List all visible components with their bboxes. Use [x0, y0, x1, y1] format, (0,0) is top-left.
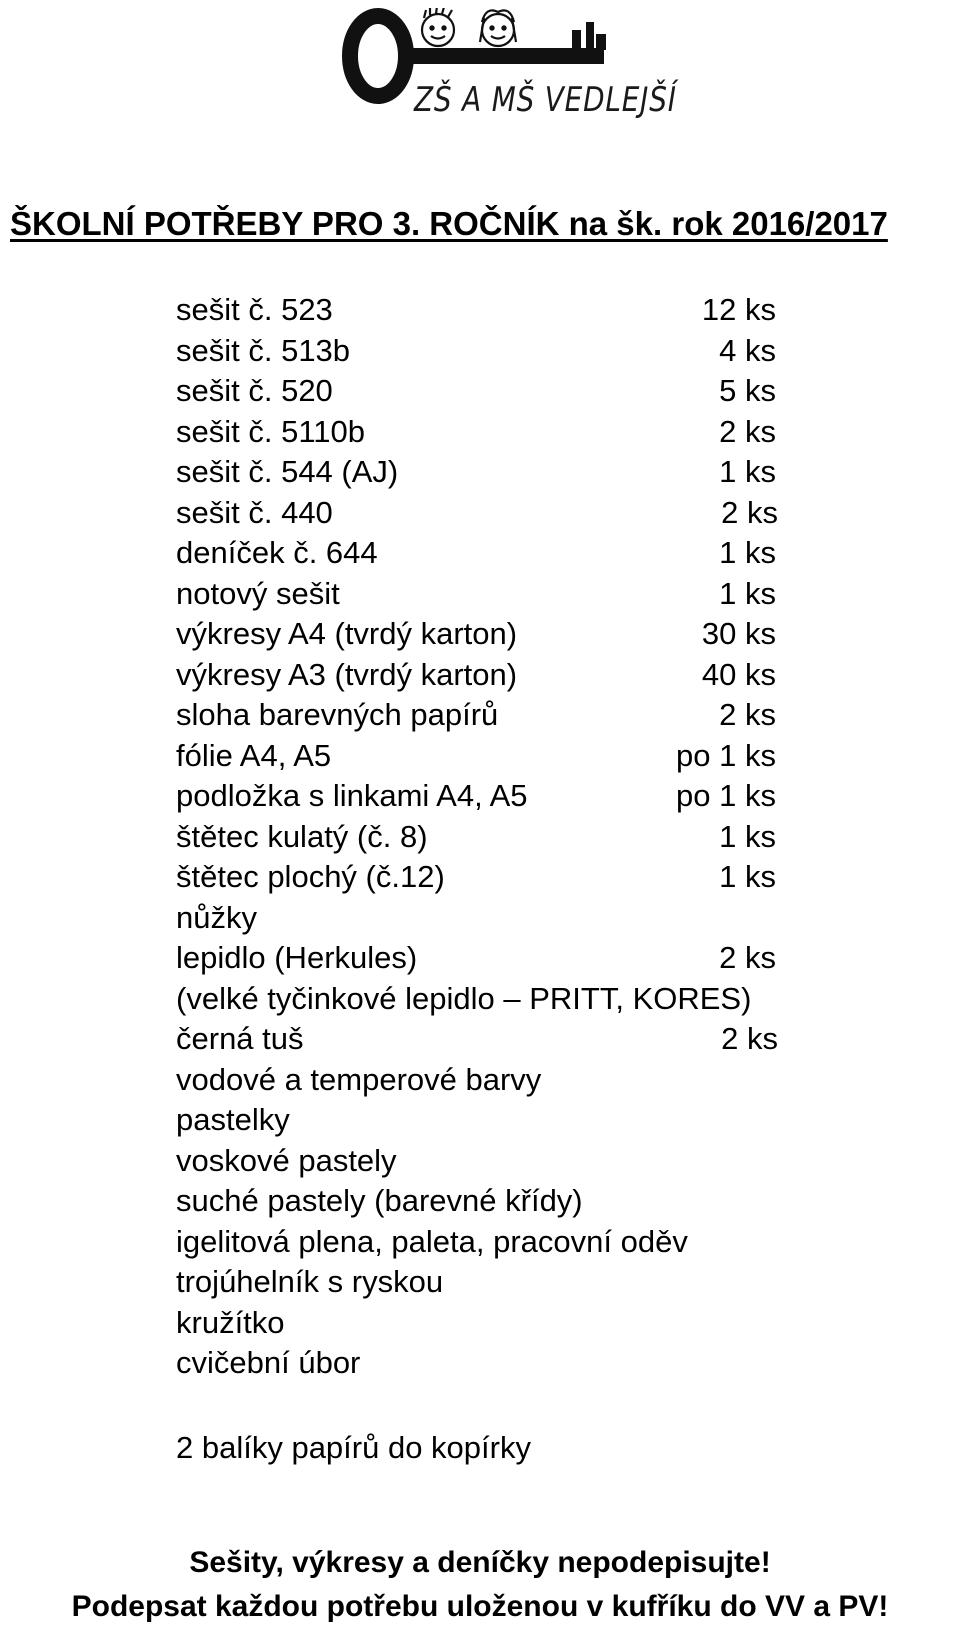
list-item	[176, 655, 876, 696]
item-quantity: 2 ks	[721, 494, 778, 530]
list-item	[176, 412, 876, 453]
list-item	[176, 979, 876, 1020]
child-face-icon	[480, 10, 516, 46]
list-item	[176, 898, 876, 939]
list-item	[176, 776, 876, 817]
item-name: kružítko	[176, 1304, 285, 1340]
item-name: sešit č. 523	[176, 292, 333, 327]
list-item	[176, 614, 876, 655]
item-name: sešit č. 440	[176, 494, 333, 530]
list-item	[176, 1222, 876, 1263]
item-quantity: 5 ks	[719, 373, 776, 408]
key-shaft	[404, 48, 604, 64]
item-quantity: 12 ks	[701, 292, 776, 327]
item-name: štětec plochý (č.12)	[176, 859, 445, 894]
list-item	[176, 1060, 876, 1101]
logo-text: ZŠ A MŠ VEDLEJŠÍ	[414, 80, 677, 120]
item-name: výkresy A3 (tvrdý karton)	[176, 656, 518, 692]
item-name: cvičební úbor	[176, 1345, 361, 1380]
item-name: podložka s linkami A4, A5	[176, 778, 528, 813]
footer-note-2: Podepsat každou potřebu uloženou v kufříku do VV a PV!	[71, 1590, 889, 1623]
item-quantity: 1 ks	[719, 859, 776, 894]
list-item	[176, 1262, 876, 1303]
item-name: výkresy A4 (tvrdý karton)	[176, 616, 518, 651]
extra-note: 2 balíky papírů do kopírky	[176, 1430, 531, 1465]
item-quantity: 2 ks	[719, 940, 776, 975]
list-item	[176, 736, 876, 777]
item-quantity: 1 ks	[719, 575, 776, 611]
key-ring-icon	[350, 16, 406, 96]
list-item	[176, 1141, 876, 1182]
list-item	[176, 857, 876, 898]
item-name: černá tuš	[176, 1021, 304, 1056]
list-item	[176, 938, 876, 979]
item-quantity: po 1 ks	[676, 778, 776, 813]
list-item	[176, 1100, 876, 1141]
item-name: igelitová plena, paleta, pracovní oděv	[176, 1223, 688, 1259]
item-name: fólie A4, A5	[176, 737, 332, 773]
list-item	[176, 452, 876, 493]
list-item	[176, 695, 876, 736]
item-quantity: 4 ks	[719, 332, 776, 368]
item-quantity: 2 ks	[719, 413, 776, 449]
item-quantity: 1 ks	[719, 535, 776, 570]
page-title: ŠKOLNÍ POTŘEBY PRO 3. ROČNÍK na šk. rok 2016/2017	[10, 205, 888, 242]
list-item	[176, 290, 876, 331]
list-item	[176, 1343, 876, 1384]
list-item	[176, 574, 876, 615]
item-name: (velké tyčinkové lepidlo – PRITT, KORES)	[176, 980, 752, 1016]
item-name: sloha barevných papírů	[176, 697, 499, 732]
item-quantity: 2 ks	[719, 697, 776, 732]
list-item	[176, 1181, 876, 1222]
list-item	[176, 493, 876, 534]
supply-list	[176, 290, 876, 1384]
footer-note-1: Sešity, výkresy a deníčky nepodepisujte!	[189, 1546, 771, 1579]
item-name: sešit č. 544 (AJ)	[176, 454, 399, 489]
item-name: nůžky	[176, 899, 257, 935]
item-name: sešit č. 520	[176, 373, 333, 408]
item-name: trojúhelník s ryskou	[176, 1264, 444, 1299]
item-quantity: 40 ks	[701, 656, 776, 692]
list-item	[176, 1019, 876, 1060]
item-quantity: 1 ks	[719, 454, 776, 489]
item-name: pastelky	[176, 1102, 290, 1137]
item-name: vodové a temperové barvy	[176, 1061, 542, 1097]
list-item	[176, 533, 876, 574]
item-name: deníček č. 644	[176, 535, 378, 570]
list-item	[176, 331, 876, 372]
list-item	[176, 817, 876, 858]
item-quantity: 1 ks	[719, 818, 776, 854]
item-name: suché pastely (barevné křídy)	[176, 1183, 583, 1218]
item-name: sešit č. 5110b	[176, 413, 365, 449]
list-item	[176, 1303, 876, 1344]
item-name: štětec kulatý (č. 8)	[176, 818, 428, 854]
list-item	[176, 371, 876, 412]
item-quantity: 30 ks	[701, 616, 776, 651]
item-name: lepidlo (Herkules)	[176, 940, 418, 975]
item-name: notový sešit	[176, 575, 340, 611]
item-quantity: 2 ks	[721, 1021, 778, 1056]
item-name: sešit č. 513b	[176, 332, 351, 368]
item-name: voskové pastely	[176, 1142, 397, 1178]
child-face-icon	[422, 8, 454, 46]
item-quantity: po 1 ks	[676, 737, 776, 773]
